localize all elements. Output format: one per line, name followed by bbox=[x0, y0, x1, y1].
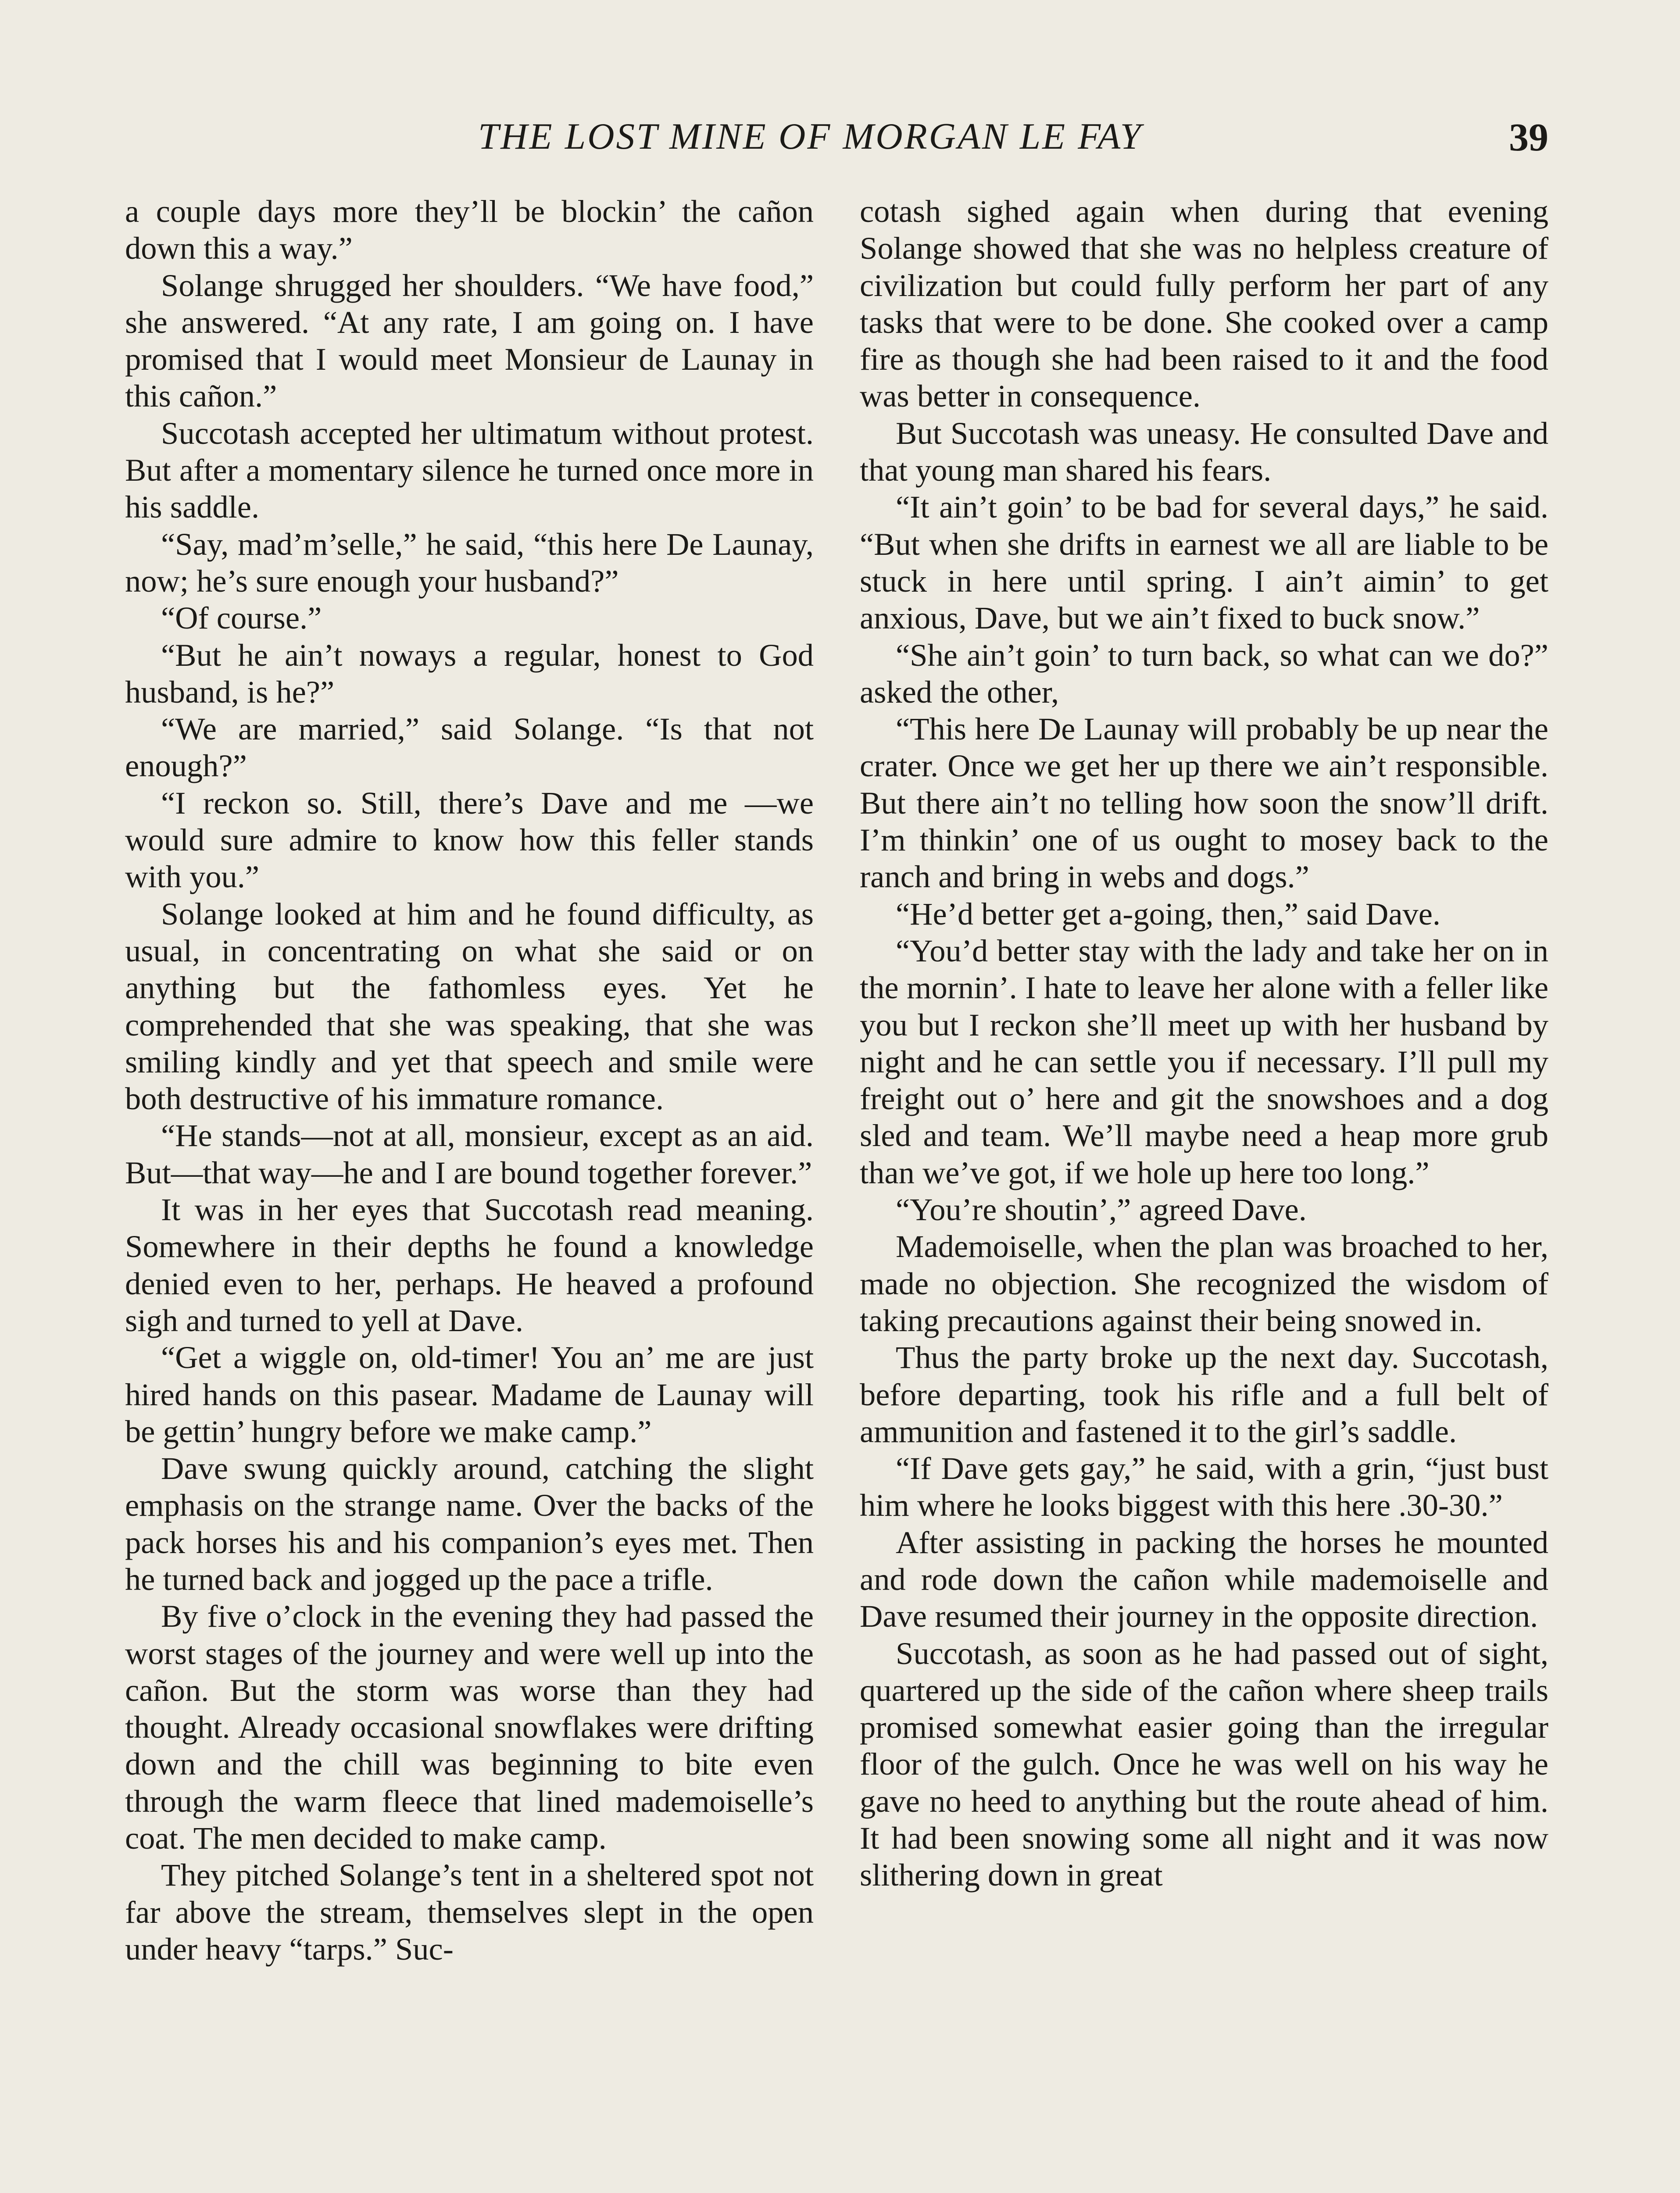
paragraph: Solange shrugged her shoulders. “We have food,” she answered. “At any rate, I am going on. I have promised that I would meet Monsieur de Launay in this cañon.” bbox=[125, 267, 814, 414]
paragraph: Mademoiselle, when the plan was broached to her, made no objection. She recognized the wisdom of taking precautions against their being snowed in. bbox=[860, 1229, 1548, 1338]
paragraph: Succotash, as soon as he had passed out of sight, quartered up the side of the cañon where sheep trails promised somewhat easier going than the irregular floor of the gulch. Once he was well on his way he gave no heed to anything but the route ahead of him. It had been snowing some all night and it was now slithering down in great bbox=[860, 1635, 1548, 1893]
paragraph: By five o’clock in the evening they had passed the worst stages of the journey and were well up into the cañon. But the storm was worse than they had thought. Already occasional snowflakes were drifting down and the chill was beginning to bite even through the warm fleece that lined mademoiselle’s coat. The men decided to make camp. bbox=[125, 1598, 814, 1856]
paragraph: “Get a wiggle on, old-timer! You an’ me are just hired hands on this pasear. Madame de Launay will be gettin’ hungry before we make camp.” bbox=[125, 1339, 814, 1449]
paragraph: Solange looked at him and he found difficulty, as usual, in concentrating on what she said or on anything but the fathomless eyes. Yet he comprehended that she was speaking, that she was smiling kindly and yet that speech and smile were both destructive of his immature romance. bbox=[125, 896, 814, 1117]
paragraph: “This here De Launay will probably be up near the crater. Once we get her up there we ain’t responsible. But there ain’t no telling how soon the snow’ll drift. I’m thinkin’ one of us ought to mosey back to the ranch and bring in webs and dogs.” bbox=[860, 711, 1548, 895]
paragraph: a couple days more they’ll be blockin’ the cañon down this a way.” bbox=[125, 193, 814, 266]
paragraph: “It ain’t goin’ to be bad for several days,” he said. “But when she drifts in earnest we all are liable to be stuck in here until spring. I ain’t aimin’ to get anxious, Dave, but we ain’t fixed to buck snow.” bbox=[860, 489, 1548, 636]
paragraph: cotash sighed again when during that evening Solange showed that she was no helpless creature of civilization but could fully perform her part of any tasks that were to be done. She cooked over a camp fire as though she had been raised to it and the food was better in consequence. bbox=[860, 193, 1548, 414]
paragraph: “She ain’t goin’ to turn back, so what can we do?” asked the other, bbox=[860, 637, 1548, 710]
paragraph: “We are married,” said Solange. “Is that not enough?” bbox=[125, 711, 814, 784]
paragraph: “He stands—not at all, monsieur, except as an aid. But—that way—he and I are bound together forever.” bbox=[125, 1118, 814, 1190]
right-column bbox=[860, 193, 1548, 1894]
paragraph: Dave swung quickly around, catching the slight emphasis on the strange name. Over the backs of the pack horses his and his companion’s eyes met. Then he turned back and jogged up the pace a trifle. bbox=[125, 1450, 814, 1597]
paragraph: “But he ain’t noways a regular, honest to God husband, is he?” bbox=[125, 637, 814, 710]
paragraph: Thus the party broke up the next day. Succotash, before departing, took his rifle and a full belt of ammunition and fastened it to the girl’s saddle. bbox=[860, 1339, 1548, 1449]
paragraph: “If Dave gets gay,” he said, with a grin, “just bust him where he looks biggest with this here .30-30.” bbox=[860, 1450, 1548, 1523]
left-column bbox=[125, 193, 814, 1968]
page-number: 39 bbox=[1509, 116, 1548, 159]
paragraph: “He’d better get a-going, then,” said Dave. bbox=[896, 896, 1441, 932]
paragraph: Succotash accepted her ultimatum without protest. But after a momentary silence he turned once more in his saddle. bbox=[125, 415, 814, 525]
paragraph: It was in her eyes that Succotash read meaning. Somewhere in their depths he found a knowledge denied even to her, perhaps. He heaved a profound sigh and turned to yell at Dave. bbox=[125, 1192, 814, 1338]
paragraph: “You’re shoutin’,” agreed Dave. bbox=[896, 1192, 1307, 1228]
paragraph: But Succotash was uneasy. He consulted Dave and that young man shared his fears. bbox=[860, 415, 1548, 488]
paragraph: “I reckon so. Still, there’s Dave and me —we would sure admire to know how this feller stands with you.” bbox=[125, 785, 814, 895]
running-title: THE LOST MINE OF MORGAN LE FAY bbox=[478, 116, 1143, 157]
paragraph: “Say, mad’m’selle,” he said, “this here De Launay, now; he’s sure enough your husband?” bbox=[125, 526, 814, 599]
paragraph: “You’d better stay with the lady and take her on in the mornin’. I hate to leave her alone with a feller like you but I reckon she’ll meet up with her husband by night and he can settle you if necessary. I’ll pull my freight out o’ here and git the snowshoes and a dog sled and team. We’ll maybe need a heap more grub than we’ve got, if we hole up here too long.” bbox=[860, 932, 1548, 1190]
paragraph: After assisting in packing the horses he mounted and rode down the cañon while mademoiselle and Dave resumed their journey in the opposite direction. bbox=[860, 1524, 1548, 1634]
running-header bbox=[0, 115, 1680, 163]
paragraph: They pitched Solange’s tent in a sheltered spot not far above the stream, themselves slept in the open under heavy “tarps.” Suc- bbox=[125, 1857, 814, 1967]
paragraph: “Of course.” bbox=[161, 600, 322, 636]
